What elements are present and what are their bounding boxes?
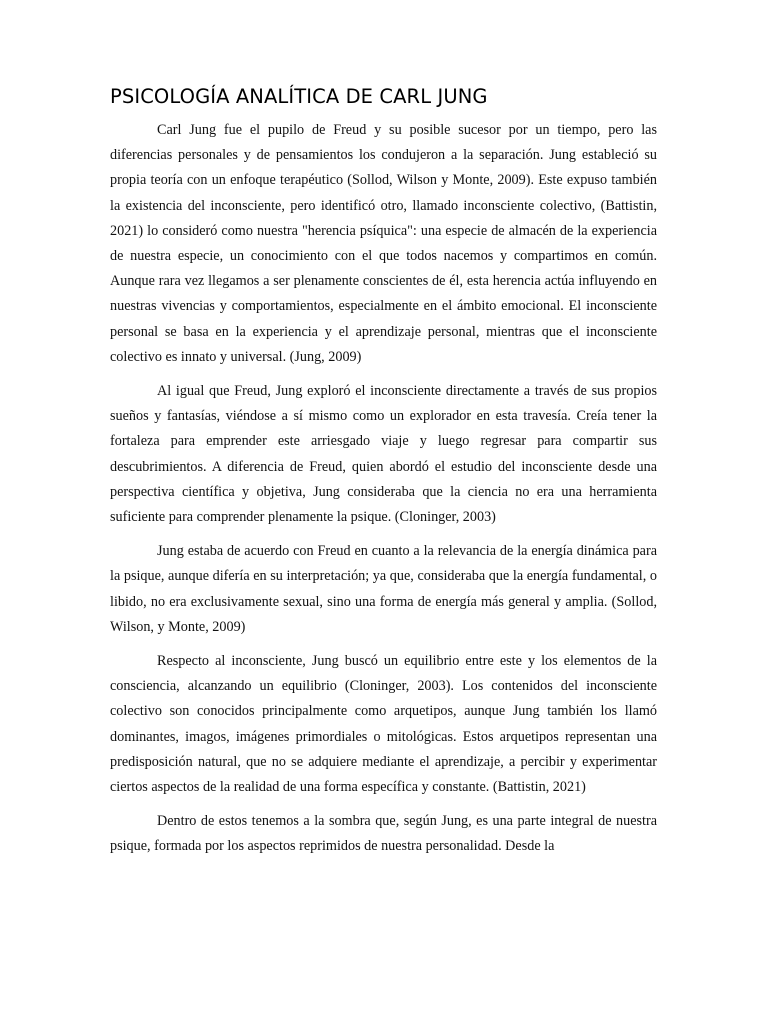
paragraph-4: Respecto al inconsciente, Jung buscó un equilibrio entre este y los elementos de la consciencia, alcanzando un equilibrio (Cloninger, 2003). Los contenidos del inconsciente colectivo son conocidos principalmente como arquetipos, aunque Jung también los llamó dominantes, imagos, imágenes primordiales o mitológicas. Estos arquetipos representan una predisposición natural, que no se adquiere mediante el aprendizaje, a percibir y experimentar ciertos aspectos de la realidad de una forma específica y constante. (Battistin, 2021) [110, 653, 657, 796]
paragraph-1: Carl Jung fue el pupilo de Freud y su posible sucesor por un tiempo, pero las diferencias personales y de pensamientos los condujeron a la separación. Jung estableció su propia teoría con un enfoque terapéutico (Sollod, Wilson y Monte, 2009). Este expuso también la existencia del inconsciente, pero identificó otro, llamado inconsciente colectivo, (Battistin, 2021) lo consideró como nuestra "herencia psíquica": una especie de almacén de la experiencia de nuestra especie, un conocimiento con el que todos nacemos y compartimos en común. Aunque rara vez llegamos a ser plenamente conscientes de él, esta herencia actúa influyendo en nuestras vivencias y comportamientos, especialmente en el ámbito emocional. El inconsciente personal se basa en la experiencia y el aprendizaje personal, mientras que el inconsciente colectivo es innato y universal. (Jung, 2009) [110, 122, 657, 365]
paragraph-3: Jung estaba de acuerdo con Freud en cuanto a la relevancia de la energía dinámica para la psique, aunque difería en su interpretación; ya que, consideraba que la energía fundamental, o libido, no era exclusivamente sexual, sino una forma de energía más general y amplia. (Sollod, Wilson, y Monte, 2009) [110, 543, 657, 635]
paragraph-5: Dentro de estos tenemos a la sombra que, según Jung, es una parte integral de nuestra psique, formada por los aspectos reprimidos de nuestra personalidad. Desde la [110, 813, 657, 855]
document-page [110, 82, 657, 869]
document-title: PSICOLOGÍA ANALÍTICA DE CARL JUNG [110, 85, 488, 108]
paragraph-2: Al igual que Freud, Jung exploró el inconsciente directamente a través de sus propios sueños y fantasías, viéndose a sí mismo como un explorador en esta travesía. Creía tener la fortaleza para emprender este arriesgado viaje y luego regresar para compartir sus descubrimientos. A diferencia de Freud, quien abordó el estudio del inconsciente desde una perspectiva científica y objetiva, Jung consideraba que la ciencia no era una herramienta suficiente para comprender plenamente la psique. (Cloninger, 2003) [110, 383, 657, 526]
